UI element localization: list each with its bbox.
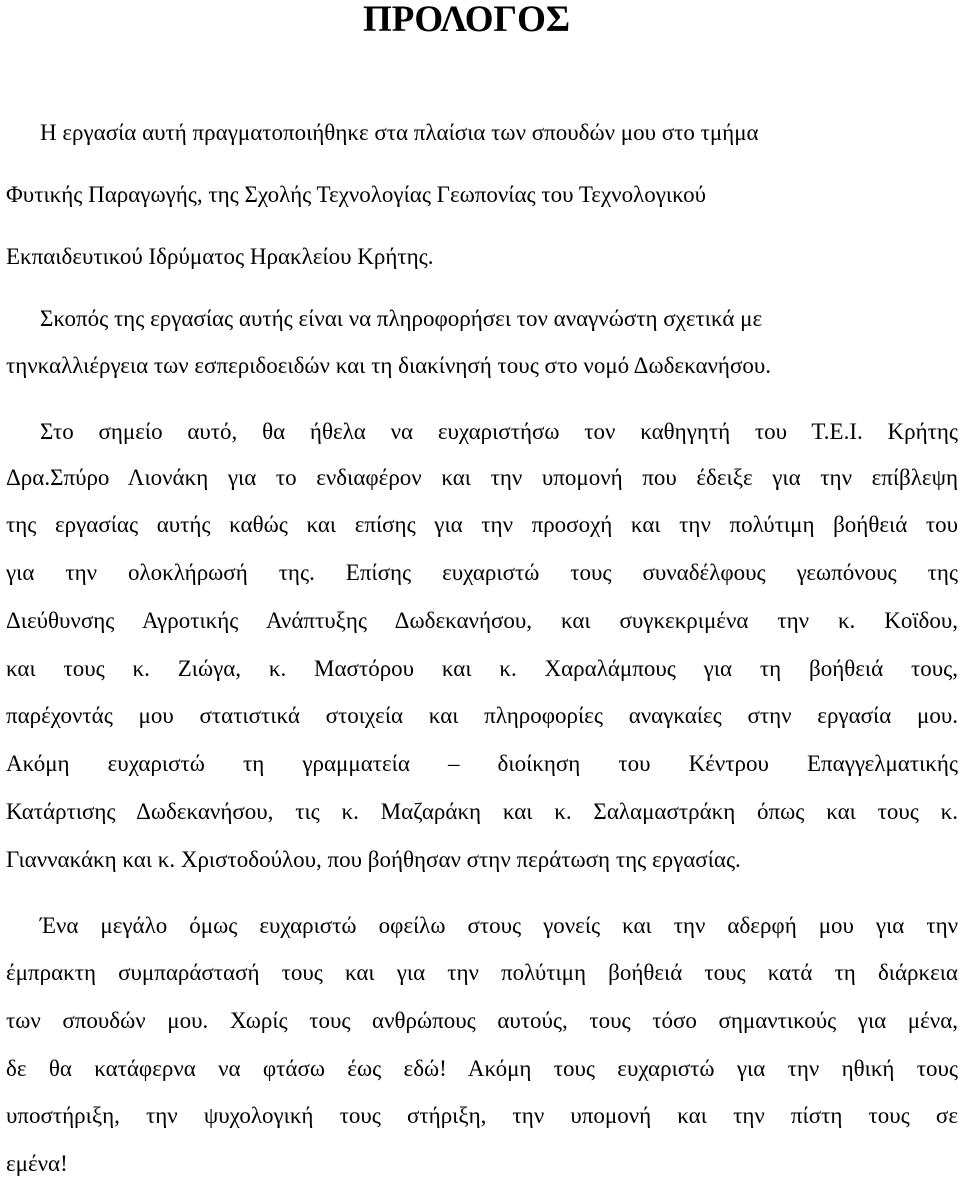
- paragraph-line: Δρα.Σπύρο Λιονάκη για το ενδιαφέρον και την υπομονή που έδειξε για την επίβλεψη: [6, 465, 958, 490]
- paragraph-line: Κατάρτισης Δωδεκανήσου, τις κ. Μαζαράκη και κ. Σαλαμαστράκη όπως και τους κ.: [6, 799, 958, 824]
- paragraph-line: Η εργασία αυτή πραγματοποιήθηκε στα πλαίσια των σπουδών μου στο τμήμα: [40, 120, 759, 145]
- paragraph-line: εμένα!: [6, 1151, 68, 1176]
- paragraph-line: Ένα μεγάλο όμως ευχαριστώ οφείλω στους γονείς και την αδερφή μου για την: [40, 913, 958, 938]
- paragraph-line: για την ολοκλήρωσή της. Επίσης ευχαριστώ τους συναδέλφους γεωπόνους της: [6, 560, 958, 585]
- paragraph-line: της εργασίας αυτής καθώς και επίσης για την προσοχή και την πολύτιμη βοήθειά του: [6, 512, 958, 537]
- paragraph-line: παρέχοντάς μου στατιστικά στοιχεία και πληροφορίες αναγκαίες στην εργασία μου.: [6, 703, 958, 728]
- paragraph-line: Σκοπός της εργασίας αυτής είναι να πληροφορήσει τον αναγνώστη σχετικά με: [40, 306, 763, 331]
- page-title: ΠΡΟΛΟΓΟΣ: [362, 0, 571, 40]
- paragraph-line: Φυτικής Παραγωγής, της Σχολής Τεχνολογίας Γεωπονίας του Τεχνολογικού: [6, 182, 707, 207]
- paragraph-line: Διεύθυνσης Αγροτικής Ανάπτυξης Δωδεκανήσου, και συγκεκριμένα την κ. Κοϊδου,: [6, 608, 958, 633]
- paragraph-line: έμπρακτη συμπαράστασή τους και για την πολύτιμη βοήθειά τους κατά τη διάρκεια: [6, 960, 958, 985]
- paragraph-line: των σπουδών μου. Χωρίς τους ανθρώπους αυτούς, τους τόσο σημαντικούς για μένα,: [6, 1008, 958, 1033]
- paragraph-line: και τους κ. Ζιώγα, κ. Μαστόρου και κ. Χαραλάμπους για τη βοήθειά τους,: [6, 656, 958, 681]
- paragraph-line: τηνκαλλιέργεια των εσπεριδοειδών και τη διακίνησή τους στο νομό Δωδεκανήσου.: [6, 353, 771, 378]
- paragraph-line: υποστήριξη, την ψυχολογική τους στήριξη, την υπομονή και την πίστη τους σε: [6, 1103, 958, 1128]
- paragraph-line: Στο σημείο αυτό, θα ήθελα να ευχαριστήσω τον καθηγητή του Τ.Ε.Ι. Κρήτης: [40, 419, 958, 444]
- paragraph-line: δε θα κατάφερνα να φτάσω έως εδώ! Ακόμη τους ευχαριστώ για την ηθική τους: [6, 1056, 958, 1081]
- paragraph-line: Εκπαιδευτικού Ιδρύματος Ηρακλείου Κρήτης.: [6, 244, 434, 269]
- paragraph-line: Ακόμη ευχαριστώ τη γραμματεία – διοίκηση του Κέντρου Επαγγελματικής: [6, 751, 958, 776]
- paragraph-line: Γιαννακάκη και κ. Χριστοδούλου, που βοήθησαν στην περάτωση της εργασίας.: [6, 847, 741, 872]
